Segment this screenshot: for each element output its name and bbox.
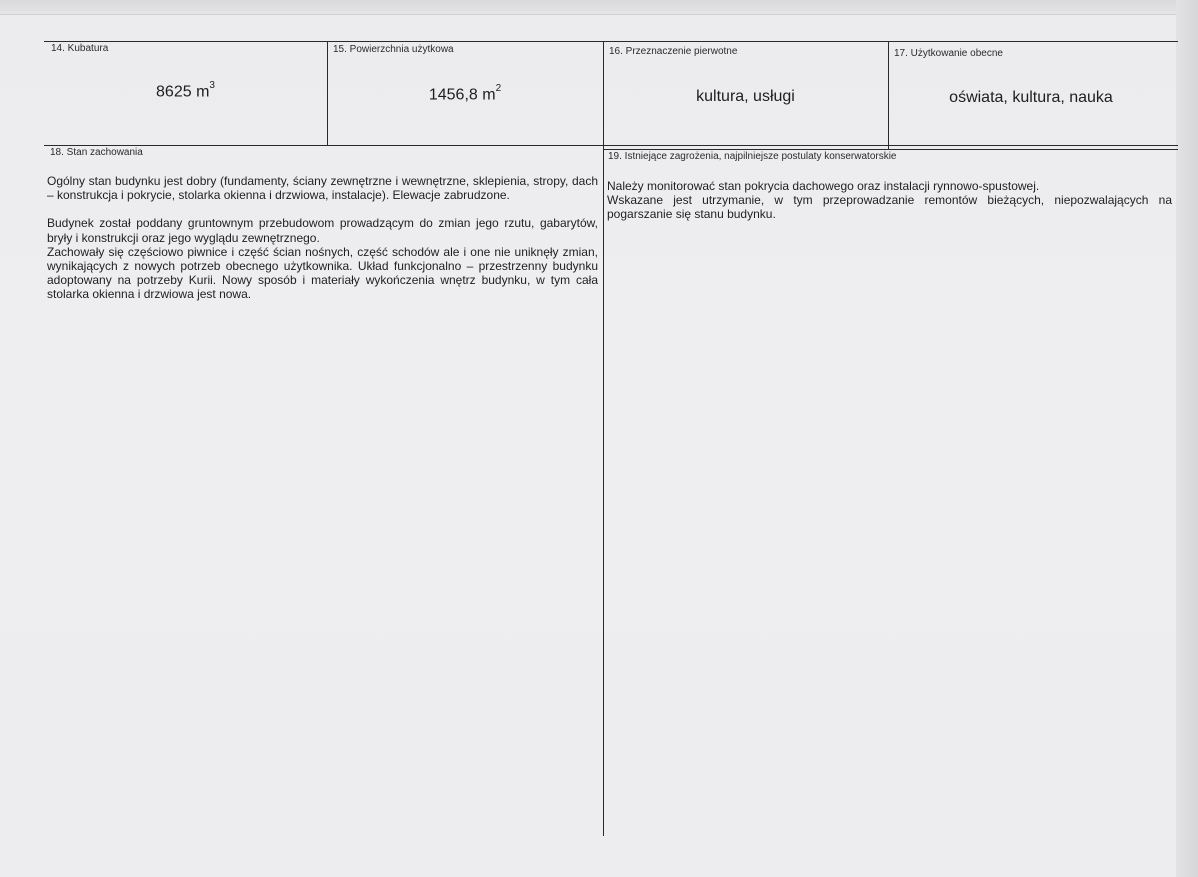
field-15-label: 15. Powierzchnia użytkowa — [333, 44, 454, 55]
field-15-value — [327, 85, 603, 104]
top-row-bottom-border — [44, 145, 1178, 146]
top-row-top-border — [44, 41, 1178, 42]
field-19-text — [607, 179, 1172, 222]
field-14-value — [44, 82, 327, 101]
field-15-unit-superscript: 2 — [495, 83, 502, 94]
field-18-text — [47, 174, 598, 302]
column-divider-2 — [603, 41, 604, 836]
field-18-label: 18. Stan zachowania — [50, 147, 143, 158]
field-16-label: 16. Przeznaczenie pierwotne — [609, 46, 738, 57]
field-18-paragraph-2: Budynek został poddany gruntownym przebudowom prowadzącym do zmian jego rzutu, gabarytów, bryły i konstrukcji oraz jego wyglądu zewnętrznego. — [47, 216, 598, 245]
field-17-value: oświata, kultura, nauka — [949, 89, 1113, 106]
field-14-label: 14. Kubatura — [51, 43, 109, 54]
page-right-edge — [1176, 0, 1198, 877]
page-top-edge — [0, 0, 1198, 15]
field-16-value: kultura, usługi — [696, 88, 795, 105]
field-18-paragraph-3: Zachowały się częściowo piwnice i część ścian nośnych, część schodów ale i one nie uniknęły zmian, wynikających z nowych potrzeb obecnego użytkownika. Układ funkcjonalno – przestrzenny budynku adoptowany na potrzeby Kurii. Nowy sposób i materiały wykończenia wnętrz budynku, w tym cała stolarka okienna i drzwiowa jest nowa. — [47, 244, 598, 302]
field-18-paragraph-1: Ogólny stan budynku jest dobry (fundamenty, ściany zewnętrzne i wewnętrzne, sklepienia, stropy, dach – konstrukcja i pokrycie, stolarka okienna i drzwiowa, instalacje). Elewacje zabrudzone. — [47, 174, 598, 203]
field-19-paragraph-2: Wskazane jest utrzymanie, w tym przeprowadzanie remontów bieżących, niepozwalających na pogarszanie się stanu budynku. — [607, 193, 1172, 222]
field-17-label: 17. Użytkowanie obecne — [894, 48, 1003, 59]
field-19-paragraph-1: Należy monitorować stan pokrycia dachowego oraz instalacji rynnowo-spustowej. — [607, 179, 1040, 193]
field-15-value-text: 1456,8 m — [428, 86, 496, 104]
field-14-value-text: 8625 m — [156, 83, 210, 101]
field-19-label: 19. Istniejące zagrożenia, najpilniejsze postulaty konserwatorskie — [608, 151, 897, 162]
field-19-header-border — [603, 149, 1178, 150]
field-14-unit-superscript: 3 — [209, 80, 215, 91]
